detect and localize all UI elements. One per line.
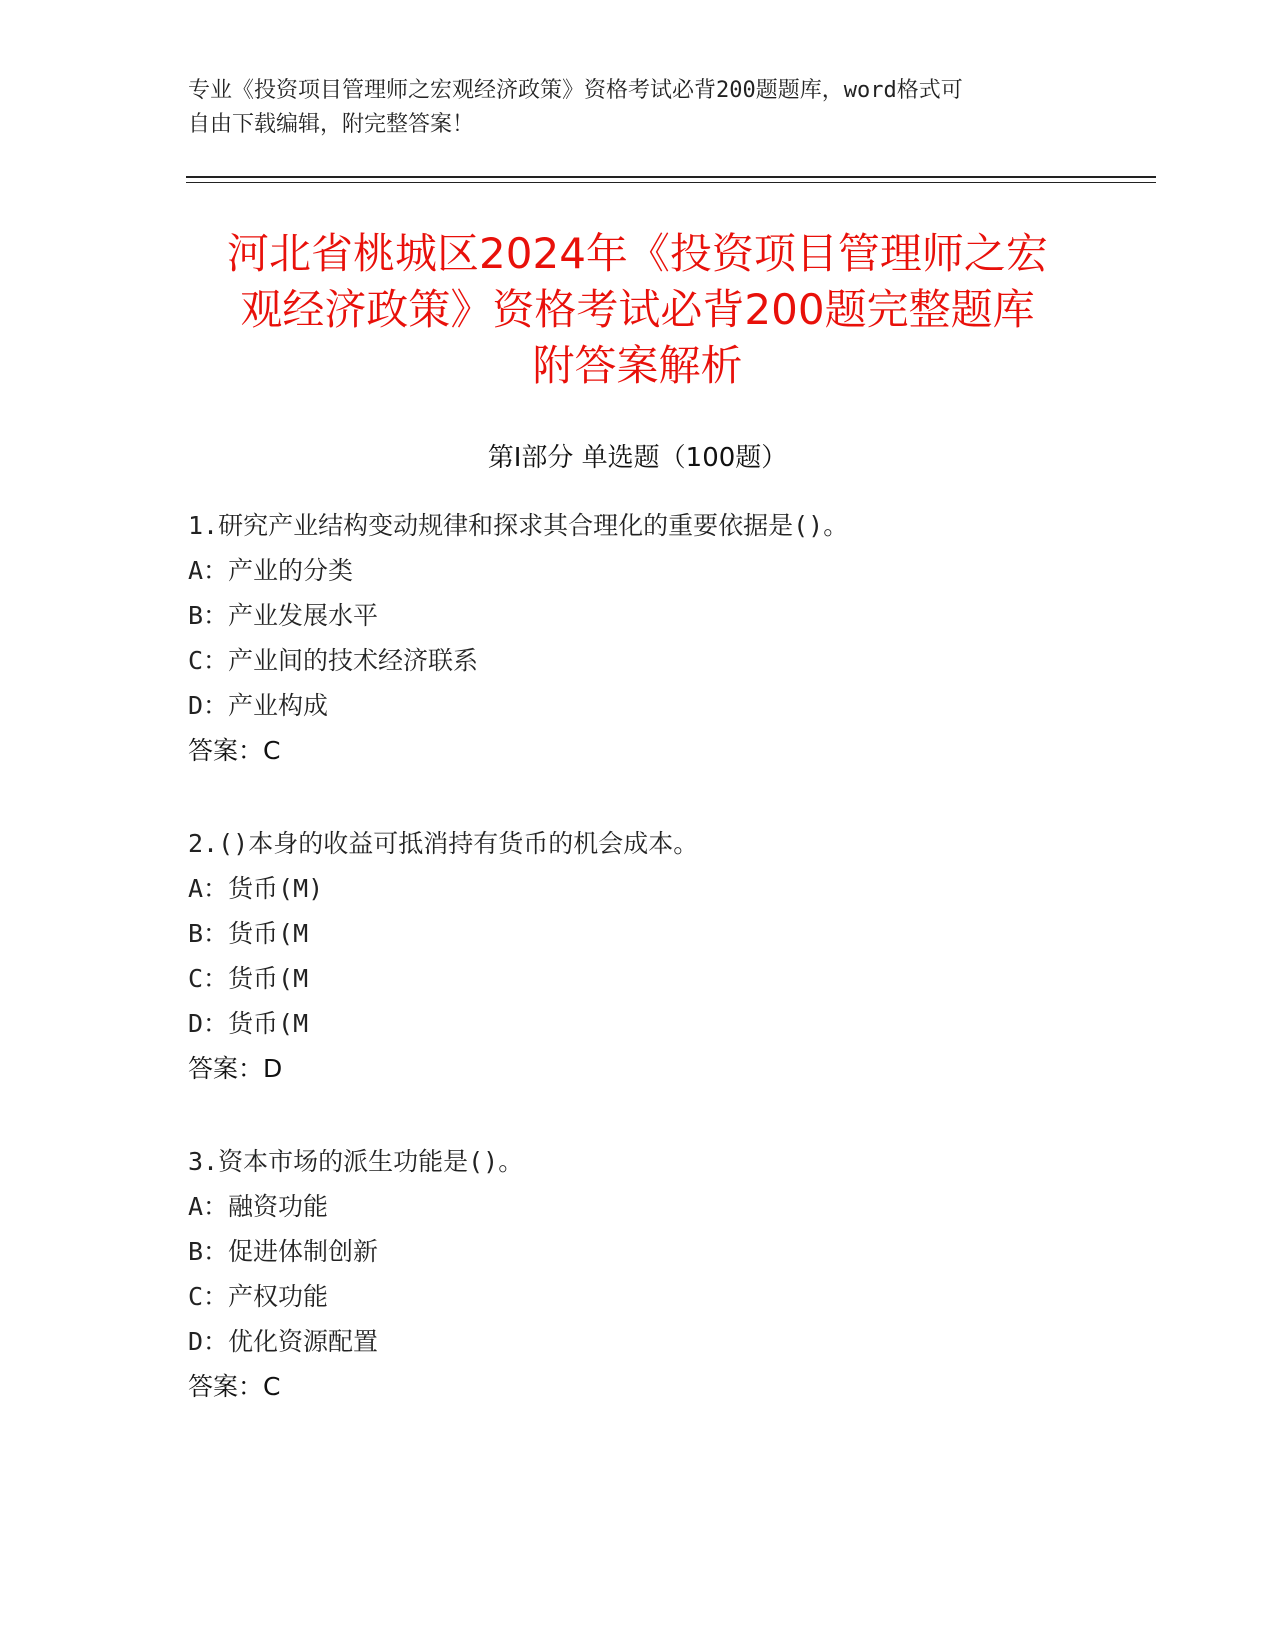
option-d: D：产业构成 <box>188 691 329 720</box>
option-d: D：优化资源配置 <box>188 1327 379 1356</box>
option-d: D：货币(M <box>188 1009 309 1038</box>
header-note-line-1: 专业《投资项目管理师之宏观经济政策》资格考试必背200题题库，word格式可 <box>188 78 963 103</box>
option-b: B：促进体制创新 <box>188 1237 379 1266</box>
section-title: 第Ⅰ部分 单选题（100题） <box>487 443 788 473</box>
answer-text: 答案：C <box>188 1372 281 1401</box>
header-note <box>188 74 1088 142</box>
question-stem: 3.资本市场的派生功能是()。 <box>188 1147 524 1176</box>
header-note-line-2: 自由下载编辑，附完整答案！ <box>188 112 475 137</box>
header-divider-thin <box>186 182 1156 183</box>
option-b: B：货币(M <box>188 919 309 948</box>
header-divider-thick <box>186 176 1156 178</box>
question-block <box>188 821 1088 1091</box>
question-block <box>188 1139 1088 1409</box>
option-c: C：产业间的技术经济联系 <box>188 646 479 675</box>
question-stem: 1.研究产业结构变动规律和探求其合理化的重要依据是()。 <box>188 511 849 540</box>
page-title <box>150 226 1125 394</box>
option-c: C：产权功能 <box>188 1282 329 1311</box>
answer-text: 答案：D <box>188 1054 283 1083</box>
page-title-line-3: 附答案解析 <box>532 341 743 390</box>
page-title-line-1: 河北省桃城区2024年《投资项目管理师之宏 <box>227 229 1048 278</box>
option-a: A：货币(M) <box>188 874 324 903</box>
answer-text: 答案：C <box>188 736 281 765</box>
page-title-line-2: 观经济政策》资格考试必背200题完整题库 <box>240 285 1035 334</box>
option-c: C：货币(M <box>188 964 309 993</box>
option-a: A：产业的分类 <box>188 556 354 585</box>
question-block <box>188 503 1088 773</box>
option-a: A：融资功能 <box>188 1192 329 1221</box>
option-b: B：产业发展水平 <box>188 601 379 630</box>
question-stem: 2.()本身的收益可抵消持有货币的机会成本。 <box>188 829 699 858</box>
